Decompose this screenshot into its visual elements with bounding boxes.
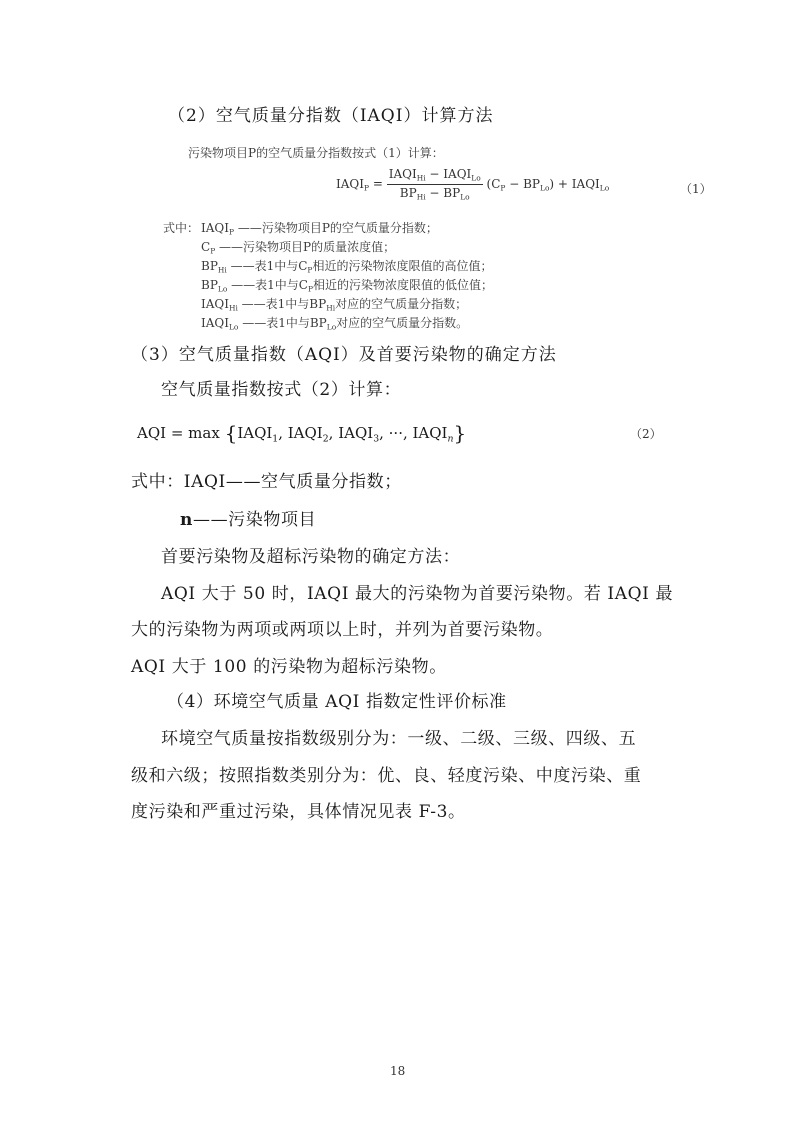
paragraph-line: 大的污染物为两项或两项以上时，并列为首要污染物。 — [131, 620, 554, 640]
paragraph-line: 环境空气质量按指数级别分为：一级、二级、三级、四级、五 — [161, 729, 637, 749]
definition-item: $BP_{Hi}$ ——表1中与$C_P$相近的污染物浓度限值的高位值； — [201, 259, 493, 275]
section-2-heading: （2）空气质量分指数（IAQI）计算方法 — [168, 106, 494, 126]
paragraph-line: AQI 大于 100 的污染物为超标污染物。 — [131, 657, 447, 677]
formula-1-intro: 污染物项目P的空气质量分指数按式（1）计算： — [188, 146, 444, 160]
definition-item: $C_P$ ——污染物项目P的质量浓度值； — [201, 240, 396, 256]
formula-1-tail: $(C_P - BP_{Lo})$ + $IAQI_{Lo}$ — [486, 176, 610, 193]
formula-1 — [336, 167, 609, 201]
page-number: 18 — [390, 1064, 406, 1078]
definition-item: $IAQI_{Lo}$ ——表1中与$BP_{Lo}$对应的空气质量分指数。 — [201, 316, 469, 332]
formula-2-number: （2） — [630, 427, 662, 441]
n-definition: n——污染物项目 — [180, 510, 317, 530]
definition-item: $BP_{Lo}$ ——表1中与$C_P$相近的污染物浓度限值的低位值； — [201, 278, 493, 294]
paragraph-line: 级和六级；按照指数类别分为：优、良、轻度污染、中度污染、重 — [131, 766, 642, 786]
formula-1-fraction: $\frac{IAQI_{Hi} - IAQI_{Lo}}{BP_{Hi} - BP_{Lo}}$ — [388, 167, 481, 202]
section-3-heading: （3）空气质量指数（AQI）及首要污染物的确定方法 — [131, 345, 557, 365]
where-prefix: 式中： — [163, 221, 200, 235]
definition-item: $IAQI_{Hi}$ ——表1中与$BP_{Hi}$对应的空气质量分指数； — [201, 297, 468, 313]
formula-1-number: （1） — [680, 182, 712, 196]
section-4-heading: （4）环境空气质量 AQI 指数定性评价标准 — [167, 692, 507, 712]
paragraph-line: 度污染和严重过污染，具体情况见表 F-3。 — [131, 802, 466, 822]
formula-2: AQI = $\max \{IAQI_1$, $IAQI_2$, $IAQI_3$, ···, $IAQI_n$} — [137, 421, 467, 445]
formula-2-intro: 空气质量指数按式（2）计算： — [161, 380, 402, 400]
formula-1-lhs: $IAQI_P$ — [336, 176, 369, 193]
method-title: 首要污染物及超标污染物的确定方法： — [161, 547, 461, 567]
equals-sign: = — [372, 176, 383, 191]
definition-item: $IAQI_P$ ——污染物项目P的空气质量分指数； — [201, 221, 438, 237]
where-line: 式中：IAQI——空气质量分指数； — [131, 472, 402, 492]
paragraph-line: AQI 大于 50 时，IAQI 最大的污染物为首要污染物。若 IAQI 最 — [161, 584, 674, 604]
